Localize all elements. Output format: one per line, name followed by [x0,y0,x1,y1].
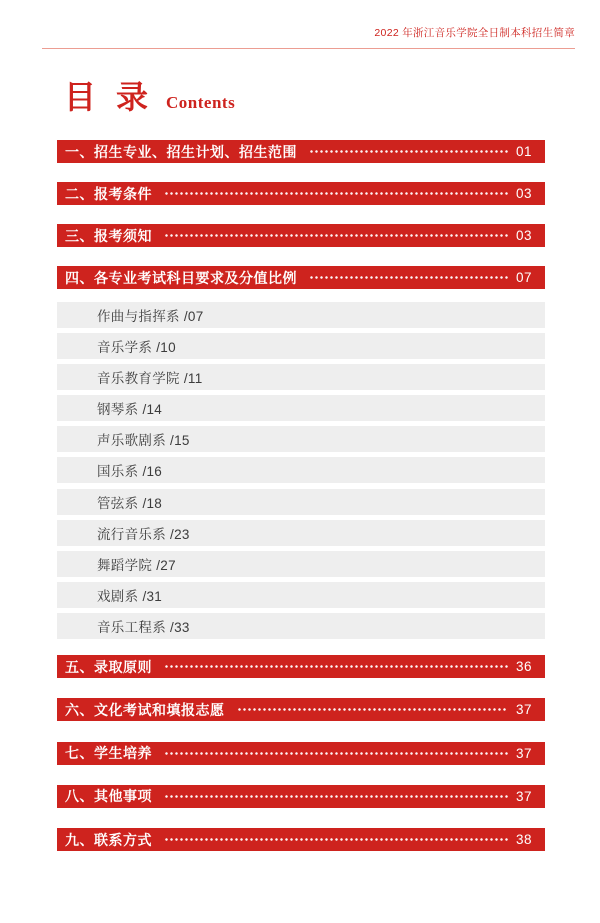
toc-section-label: 七、学生培养 [65,745,152,762]
toc-section-page-number: 03 [515,186,532,201]
toc-department-entry[interactable] [57,613,545,639]
toc-section-entry[interactable] [57,224,545,247]
toc-department-entry[interactable] [57,333,545,359]
toc-section-label: 八、其他事项 [65,788,152,805]
dotted-leader [309,266,508,289]
toc-section-entry[interactable] [57,698,545,721]
toc-department-label: 音乐工程系 /33 [97,619,190,635]
toc-section-page-number: 36 [515,659,532,674]
toc-department-label: 戏剧系 /31 [97,588,163,604]
toc-departments-list [57,302,545,644]
toc-department-label: 音乐学系 /10 [97,340,176,356]
toc-section-label: 五、录取原则 [65,658,152,675]
dotted-leader [309,140,508,163]
toc-section-page-number: 01 [515,144,532,159]
toc-sections-top [57,140,545,308]
toc-department-label: 管弦系 /18 [97,495,163,511]
toc-section-entry[interactable] [57,266,545,289]
toc-section-page-number: 37 [515,702,532,718]
page-title-zh: 目 录 [64,79,155,115]
toc-department-label: 声乐歌剧系 /15 [97,433,190,449]
toc-section-entry[interactable] [57,785,545,808]
document-header-title: 2022 年浙江音乐学院全日制本科招生简章 [374,27,575,39]
toc-department-entry[interactable] [57,302,545,328]
toc-section-label: 九、联系方式 [65,831,152,848]
toc-department-entry[interactable] [57,520,545,546]
toc-section-label: 六、文化考试和填报志愿 [65,701,225,718]
toc-section-entry[interactable] [57,182,545,205]
toc-section-entry[interactable] [57,742,545,765]
toc-department-entry[interactable] [57,551,545,577]
toc-section-page-number: 38 [515,832,532,848]
toc-section-label: 一、招生专业、招生计划、招生范围 [65,143,297,160]
toc-section-label: 二、报考条件 [65,185,152,202]
toc-section-entry[interactable] [57,655,545,678]
toc-sections-bottom [57,655,545,871]
toc-section-label: 四、各专业考试科目要求及分值比例 [65,269,297,286]
dotted-leader [164,828,508,851]
toc-department-entry[interactable] [57,489,545,515]
toc-department-entry[interactable] [57,395,545,421]
page-title-en: Contents [166,93,236,112]
dotted-leader [164,182,508,205]
toc-section-page-number: 07 [515,270,532,285]
dotted-leader [164,224,508,247]
header-rule [42,48,575,49]
toc-department-label: 流行音乐系 /23 [97,526,190,542]
toc-department-label: 作曲与指挥系 /07 [97,309,204,324]
toc-department-entry[interactable] [57,457,545,483]
toc-department-entry[interactable] [57,426,545,452]
toc-section-page-number: 37 [515,788,532,804]
toc-department-entry[interactable] [57,582,545,608]
toc-department-label: 国乐系 /16 [97,464,163,480]
toc-section-label: 三、报考须知 [65,227,152,244]
toc-section-page-number: 03 [515,228,532,243]
toc-section-page-number: 37 [515,745,532,761]
dotted-leader [164,785,508,808]
dotted-leader [164,655,508,678]
toc-department-label: 舞蹈学院 /27 [97,557,176,573]
page-title [64,80,235,114]
toc-section-entry[interactable] [57,140,545,163]
toc-section-entry[interactable] [57,828,545,851]
dotted-leader [237,698,508,721]
toc-department-entry[interactable] [57,364,545,390]
dotted-leader [164,742,508,765]
toc-department-label: 音乐教育学院 /11 [97,371,203,387]
toc-department-label: 钢琴系 /14 [97,402,163,418]
